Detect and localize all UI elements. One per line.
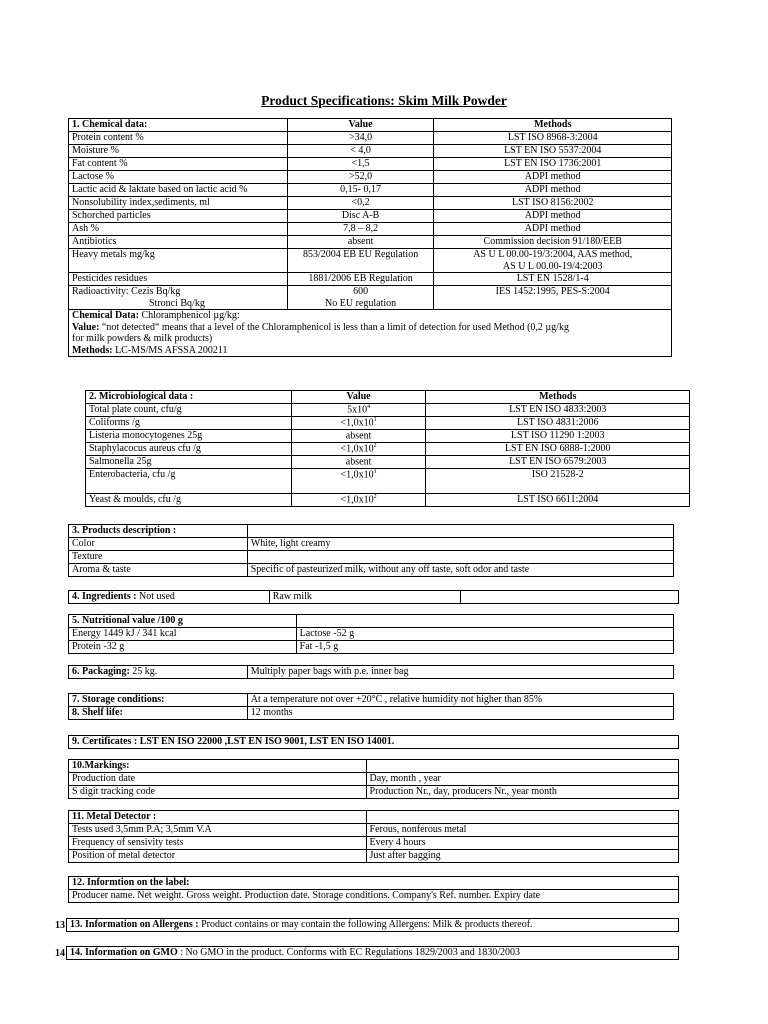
table-row: [69, 236, 672, 249]
value-cell: Day, month , year: [366, 773, 678, 786]
value-text: absent: [345, 430, 372, 442]
value-cell: [291, 494, 426, 507]
table-row: [69, 786, 679, 799]
packaging-table: [68, 665, 674, 679]
section-header: 11. Metal Detector :: [69, 811, 367, 824]
raw-milk-cell: Raw milk: [269, 591, 461, 604]
param-line: Radioactivity: Cezis Bq/kg: [72, 286, 181, 297]
table-row: [86, 469, 690, 494]
table-row: [67, 947, 679, 960]
section-header: 10.Markings:: [69, 760, 367, 773]
param-cell: Ash %: [69, 223, 288, 236]
param-cell: Protein content %: [69, 132, 288, 145]
value-cell: [247, 551, 673, 564]
section-header: 4. Ingredients :: [72, 591, 137, 602]
param-cell: Schorched particles: [69, 210, 288, 223]
value-exponent: 4: [367, 404, 371, 410]
table-row: [69, 641, 674, 654]
table-header-row: [69, 760, 679, 773]
metal-detector-table: [68, 810, 679, 863]
param-cell: Antibiotics: [69, 236, 288, 249]
label-info-table: [68, 876, 679, 903]
storage-value-cell: At a temperature not over +20°C , relative humidity not higher than 85%: [247, 694, 673, 707]
table-row: [86, 443, 690, 456]
note-label: Methods:: [72, 344, 113, 356]
param-cell: Heavy metals mg/kg: [69, 249, 288, 273]
table-row: [69, 628, 674, 641]
table-row: [69, 249, 672, 273]
value-cell: [291, 443, 426, 456]
gmo-text: : No GMO in the product. Conforms with EC Regulations 1829/2003 and 1830/2003: [177, 947, 520, 958]
table-row: [69, 184, 672, 197]
method-cell: ADPI method: [434, 210, 672, 223]
nutrient-cell: Lactose -52 g: [296, 628, 673, 641]
param-cell: Staphylacocus aureus cfu /g: [86, 443, 292, 456]
value-cell: Production Nr., day, producers Nr., year month: [366, 786, 678, 799]
empty-cell: [247, 525, 673, 538]
table-row: [86, 456, 690, 469]
section-header: 8. Shelf life:: [69, 707, 248, 720]
value-text: <1,0x10: [340, 443, 374, 455]
nutrient-cell: Energy 1449 kJ / 341 kcal: [69, 628, 297, 641]
table-row: [69, 286, 672, 310]
method-cell: LST EN ISO 6888-1:2000: [426, 443, 690, 456]
table-header-row: [69, 877, 679, 890]
section-header: 3. Products description :: [69, 525, 248, 538]
table-row: [69, 890, 679, 903]
section-header: 14. Information on GMO: [70, 947, 178, 958]
table-row: [86, 494, 690, 507]
table-row: [69, 210, 672, 223]
table-row: [69, 171, 672, 184]
empty-cell: [461, 591, 679, 604]
table-row: [69, 310, 672, 357]
table-row: [69, 736, 679, 749]
nutrient-cell: Protein -32 g: [69, 641, 297, 654]
storage-table: [68, 693, 674, 720]
value-cell: [291, 430, 426, 443]
table-row: [67, 919, 679, 932]
value-cell: [291, 404, 426, 417]
table-header-row: [69, 615, 674, 628]
ingredients-value: Not used: [136, 591, 175, 602]
value-exponent: 1: [373, 417, 377, 423]
table-header-row: [86, 391, 690, 404]
gmo-number: 14: [55, 948, 65, 959]
value-cell: 0,15- 0,17: [287, 184, 434, 197]
param-cell: Pesticides residues: [69, 273, 288, 286]
note-text: for milk powders & milk products): [72, 333, 213, 344]
value-cell: >52,0: [287, 171, 434, 184]
table-header-row: [69, 119, 672, 132]
value-line: 600: [353, 286, 369, 297]
certificates-cell: 9. Certificates : LST EN ISO 22000 ,LST EN ISO 9001, LST EN ISO 14001.: [69, 736, 679, 749]
value-cell: [291, 417, 426, 430]
section-header: 7. Storage conditions:: [69, 694, 248, 707]
table-row: [69, 551, 674, 564]
method-cell: LST ISO 6611:2004: [426, 494, 690, 507]
param-cell: Coliforms /g: [86, 417, 292, 430]
table-header-cell: Methods: [426, 391, 690, 404]
section-header: 13. Information on Allergens :: [70, 919, 199, 930]
table-row: [69, 773, 679, 786]
table-row: [69, 666, 674, 679]
note-text: “not detected“ means that a level of the Chloramphenicol is less than a limit of detection for used Method (0,2 µg/kg: [99, 321, 569, 333]
table-header-cell: 2. Microbiological data :: [86, 391, 292, 404]
value-exponent: 2: [373, 494, 377, 500]
gmo-table: [66, 946, 679, 960]
table-row: [69, 158, 672, 171]
param-cell: Salmonella 25g: [86, 456, 292, 469]
certificates-table: [68, 735, 679, 749]
param-cell: Lactic acid & laktate based on lactic acid %: [69, 184, 288, 197]
ingredients-table: [68, 590, 679, 604]
param-cell: Enterobacteria, cfu /g: [86, 469, 292, 494]
param-cell: Total plate count, cfu/g: [86, 404, 292, 417]
page-title: Product Specifications: Skim Milk Powder: [261, 93, 507, 108]
empty-cell: [366, 760, 678, 773]
value-exponent: 1: [373, 469, 377, 475]
table-row: [69, 273, 672, 286]
section-header: 5. Nutritional value /100 g: [69, 615, 297, 628]
method-cell: ISO 21528-2: [426, 469, 690, 494]
value-exponent: 2: [373, 443, 377, 449]
value-cell: >34,0: [287, 132, 434, 145]
table-row: [69, 824, 679, 837]
value-cell: Disc A-B: [287, 210, 434, 223]
table-row: [69, 132, 672, 145]
table-row: [86, 430, 690, 443]
chemical-data-table: [68, 118, 672, 357]
method-cell: [434, 249, 672, 273]
empty-cell: [296, 615, 673, 628]
table-row: [69, 850, 679, 863]
method-cell: LST EN 1528/1-4: [434, 273, 672, 286]
products-description-table: [68, 524, 674, 577]
value-cell: [291, 456, 426, 469]
value-cell: Ferous, nonferous metal: [366, 824, 678, 837]
table-header-cell: Methods: [434, 119, 672, 132]
table-row: [69, 591, 679, 604]
table-header-cell: Value: [291, 391, 426, 404]
table-row: [69, 837, 679, 850]
param-cell: [69, 286, 288, 310]
label-cell: Texture: [69, 551, 248, 564]
value-cell: 1881/2006 EB Regulation: [287, 273, 434, 286]
packaging-label-cell: [69, 666, 248, 679]
method-cell: LST ISO 4831:2006: [426, 417, 690, 430]
allergens-number: 13: [55, 920, 65, 931]
label-cell: Production date: [69, 773, 367, 786]
nutrient-cell: Fat -1,5 g: [296, 641, 673, 654]
method-line: AS U L 00.00-19/4:2003: [502, 260, 603, 272]
value-text: <1,0x10: [340, 494, 374, 506]
param-cell: Listeria monocytogenes 25g: [86, 430, 292, 443]
ingredients-label-cell: [69, 591, 270, 604]
value-text: <1,0x10: [340, 417, 374, 429]
note-text: Chloramphenicol µg/kg:: [138, 310, 240, 321]
method-cell: ADPI method: [434, 223, 672, 236]
table-row: [69, 223, 672, 236]
packaging-desc-cell: Multiply paper bags with p.e. inner bag: [247, 666, 673, 679]
chloramphenicol-note: [69, 310, 672, 357]
section-header: 12. Informtion on the label:: [69, 877, 679, 890]
label-cell: S digit tracking code: [69, 786, 367, 799]
table-row: [86, 417, 690, 430]
allergens-cell: [67, 919, 679, 932]
gmo-cell: [67, 947, 679, 960]
value-cell: <1,5: [287, 158, 434, 171]
value-text: 5x10: [347, 404, 368, 416]
method-cell: LST ISO 8156:2002: [434, 197, 672, 210]
value-cell: White, light creamy: [247, 538, 673, 551]
nutrition-table: [68, 614, 674, 654]
packaging-value: 25 kg.: [129, 666, 158, 677]
value-cell: 853/2004 EB EU Regulation: [287, 249, 434, 273]
value-cell: 7,8 – 8,2: [287, 223, 434, 236]
table-header-row: [69, 525, 674, 538]
table-row: [69, 145, 672, 158]
param-line: Stronci Bq/kg: [149, 297, 205, 309]
table-row: [69, 197, 672, 210]
section-header: 6. Packaging:: [72, 666, 130, 677]
label-cell: Color: [69, 538, 248, 551]
label-info-cell: Producer name. Net weight. Gross weight. Production date. Storage conditions. Company's Ref. number. Expiry date: [69, 890, 679, 903]
method-cell: ADPI method: [434, 184, 672, 197]
table-header-cell: 1. Chemical data:: [69, 119, 288, 132]
method-cell: IES 1452:1995, PES-S:2004: [434, 286, 672, 310]
value-line: No EU regulation: [325, 297, 397, 309]
value-cell: < 4,0: [287, 145, 434, 158]
value-cell: Every 4 hours: [366, 837, 678, 850]
label-cell: Frequency of sensivity tests: [69, 837, 367, 850]
table-header-cell: Value: [287, 119, 434, 132]
shelf-life-value-cell: 12 months: [247, 707, 673, 720]
note-text: LC-MS/MS AFSSA 200211: [112, 344, 228, 356]
empty-cell: [366, 811, 678, 824]
value-cell: [291, 469, 426, 494]
table-row: [69, 564, 674, 577]
param-cell: Lactose %: [69, 171, 288, 184]
method-cell: ADPI method: [434, 171, 672, 184]
value-text: <1,0x10: [340, 469, 374, 481]
param-cell: Nonsolubility index,sediments, ml: [69, 197, 288, 210]
value-cell: absent: [287, 236, 434, 249]
table-row: [69, 707, 674, 720]
value-cell: [287, 286, 434, 310]
allergens-text: Product contains or may contain the following Allergens: Milk & products thereof.: [198, 919, 533, 930]
param-cell: Moisture %: [69, 145, 288, 158]
table-row: [69, 538, 674, 551]
method-cell: LST EN ISO 5537:2004: [434, 145, 672, 158]
method-cell: LST EN ISO 6579:2003: [426, 456, 690, 469]
method-cell: LST EN ISO 1736:2001: [434, 158, 672, 171]
method-cell: LST ISO 8968-3:2004: [434, 132, 672, 145]
param-cell: Fat content %: [69, 158, 288, 171]
label-cell: Aroma & taste: [69, 564, 248, 577]
value-cell: <0,2: [287, 197, 434, 210]
label-cell: Tests used 3,5mm P.A; 3,5mm V.A: [69, 824, 367, 837]
value-text: absent: [345, 456, 372, 468]
note-label: Chemical Data:: [72, 310, 139, 321]
method-cell: LST ISO 11290 1:2003: [426, 430, 690, 443]
method-cell: Commission decision 91/180/EEB: [434, 236, 672, 249]
method-cell: LST EN ISO 4833:2003: [426, 404, 690, 417]
note-label: Value:: [72, 321, 100, 333]
table-row: [86, 404, 690, 417]
table-header-row: [69, 811, 679, 824]
allergens-table: [66, 918, 679, 932]
value-cell: Just after bagging: [366, 850, 678, 863]
param-cell: Yeast & moulds, cfu /g: [86, 494, 292, 507]
markings-table: [68, 759, 679, 799]
microbiological-data-table: [85, 390, 690, 507]
label-cell: Position of metal detector: [69, 850, 367, 863]
table-row: [69, 694, 674, 707]
value-cell: Specific of pasteurized milk, without any off taste, soft odor and taste: [247, 564, 673, 577]
method-line: AS U L 00.00-19/3:2004, AAS method,: [473, 249, 633, 260]
